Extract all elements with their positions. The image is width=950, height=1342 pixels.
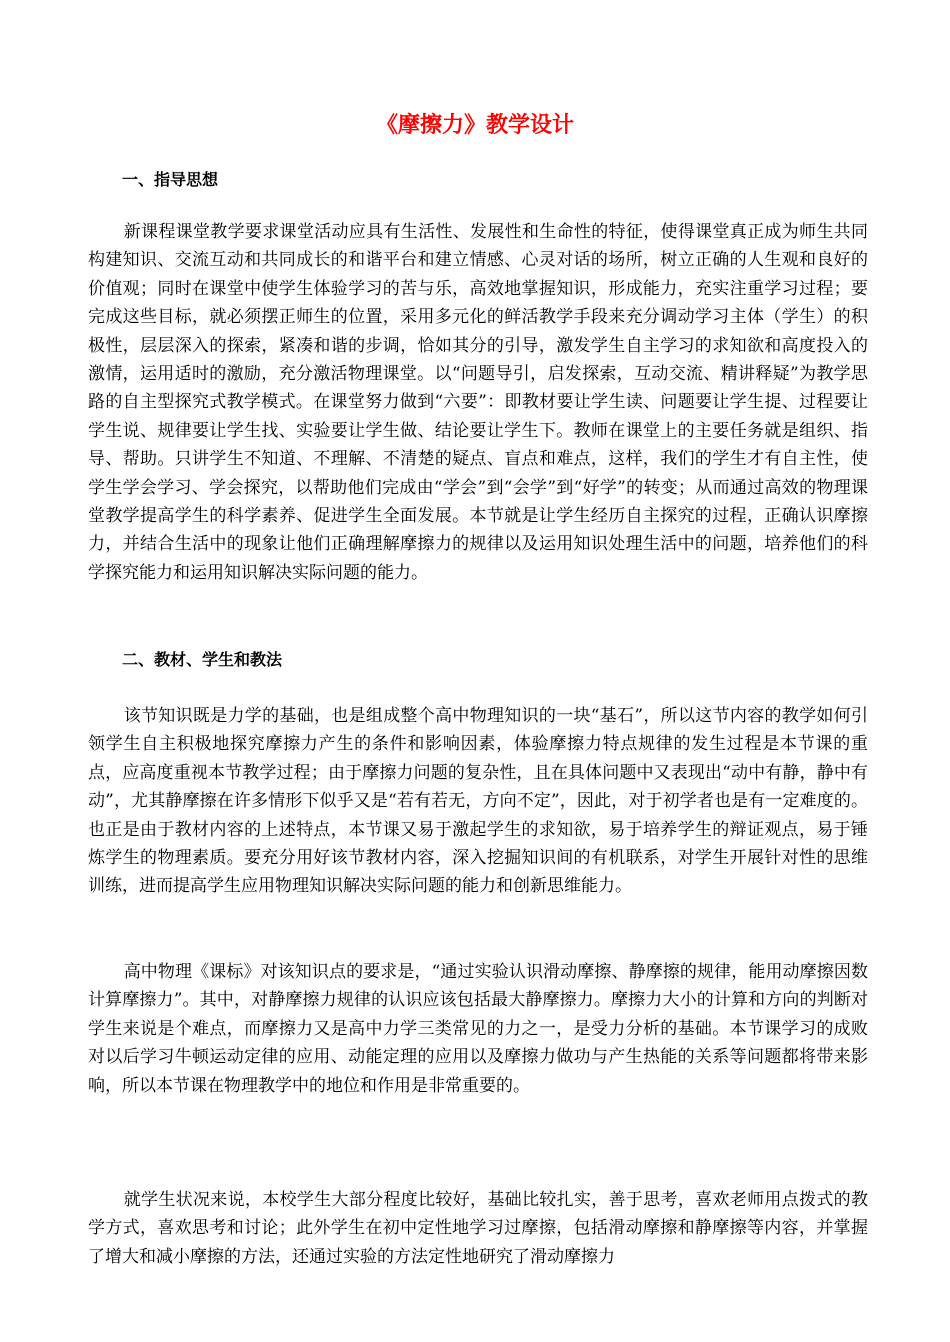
section-heading-guiding-ideas: 一、指导思想 <box>122 170 219 189</box>
paragraph-guiding-ideas: 新课程课堂教学要求课堂活动应具有生活性、发展性和生命性的特征，使得课堂真正成为师生共同构建知识、交流互动和共同成长的和谐平台和建立情感、心灵对话的场所，树立正确的人生观和良好的价值观；同时在课堂中使学生体验学习的苦与乐，高效地掌握知识，形成能力，充实注重学习过程；要完成这些目标，就必须摆正师生的位置，采用多元化的鲜活教学手段来充分调动学习主体（学生）的积极性，层层深入的探索，紧凑和谐的步调，恰如其分的引导，激发学生自主学习的求知欲和高度投入的激情，运用适时的激励，充分激活物理课堂。以“问题导引，启发探索，互动交流、精讲释疑”为教学思路的自主型探究式教学模式。在课堂努力做到“六要”：即教材要让学生读、问题要让学生提、过程要让学生说、规律要让学生找、实验要让学生做、结论要让学生下。教师在课堂上的主要任务就是组织、指导、帮助。只讲学生不知道、不理解、不清楚的疑点、盲点和难点，这样，我们的学生才有自主性，使学生学会学习、学会探究，以帮助他们完成由“学会”到“会学”到“好学”的转变；从而通过高效的物理课堂教学提高学生的科学素养、促进学生全面发展。本节就是让学生经历自主探究的过程，正确认识摩擦力，并结合生活中的现象让他们正确理解摩擦力的规律以及运用知识处理生活中的问题，培养他们的科学探究能力和运用知识解决实际问题的能力。 <box>88 222 868 583</box>
paragraph-student-situation: 就学生状况来说，本校学生大部分程度比较好，基础比较扎实，善于思考，喜欢老师用点拨式的教学方式，喜欢思考和讨论；此外学生在初中定性地学习过摩擦，包括滑动摩擦和静摩擦等内容，并掌握了增大和减小摩擦的方法，还通过实验的方法定性地研究了滑动摩擦力 <box>88 1190 868 1267</box>
document-title: 《摩擦力》教学设计 <box>375 113 574 138</box>
paragraph-materials: 该节知识既是力学的基础，也是组成整个高中物理知识的一块“基石”，所以这节内容的教学如何引领学生自主积极地探究摩擦力产生的条件和影响因素，体验摩擦力特点规律的发生过程是本节课的重点，应高度重视本节教学过程；由于摩擦力问题的复杂性，且在具体问题中又表现出“动中有静，静中有动”，尤其静摩擦在许多情形下似乎又是“若有若无，方向不定”，因此，对于初学者也是有一定难度的。也正是由于教材内容的上述特点，本节课又易于激起学生的求知欲，易于培养学生的辩证观点，易于锤炼学生的物理素质。要充分用好该节教材内容，深入挖掘知识间的有机联系，对学生开展针对性的思维训练，进而提高学生应用物理知识解决实际问题的能力和创新思维能力。 <box>88 706 868 897</box>
paragraph-curriculum-standard: 高中物理《课标》对该知识点的要求是，“通过实验认识滑动摩擦、静摩擦的规律，能用动摩擦因数计算摩擦力”。其中，对静摩擦力规律的认识应该包括最大静摩擦力。摩擦力大小的计算和方向的判断对学生来说是个难点，而摩擦力又是高中力学三类常见的力之一，是受力分析的基础。本节课学习的成败对以后学习牛顿运动定律的应用、动能定理的应用以及摩擦力做功与产生热能的关系等问题都将带来影响，所以本节课在物理教学中的地位和作用是非常重要的。 <box>88 962 868 1096</box>
section-heading-materials-students-methods: 二、教材、学生和教法 <box>122 650 283 669</box>
